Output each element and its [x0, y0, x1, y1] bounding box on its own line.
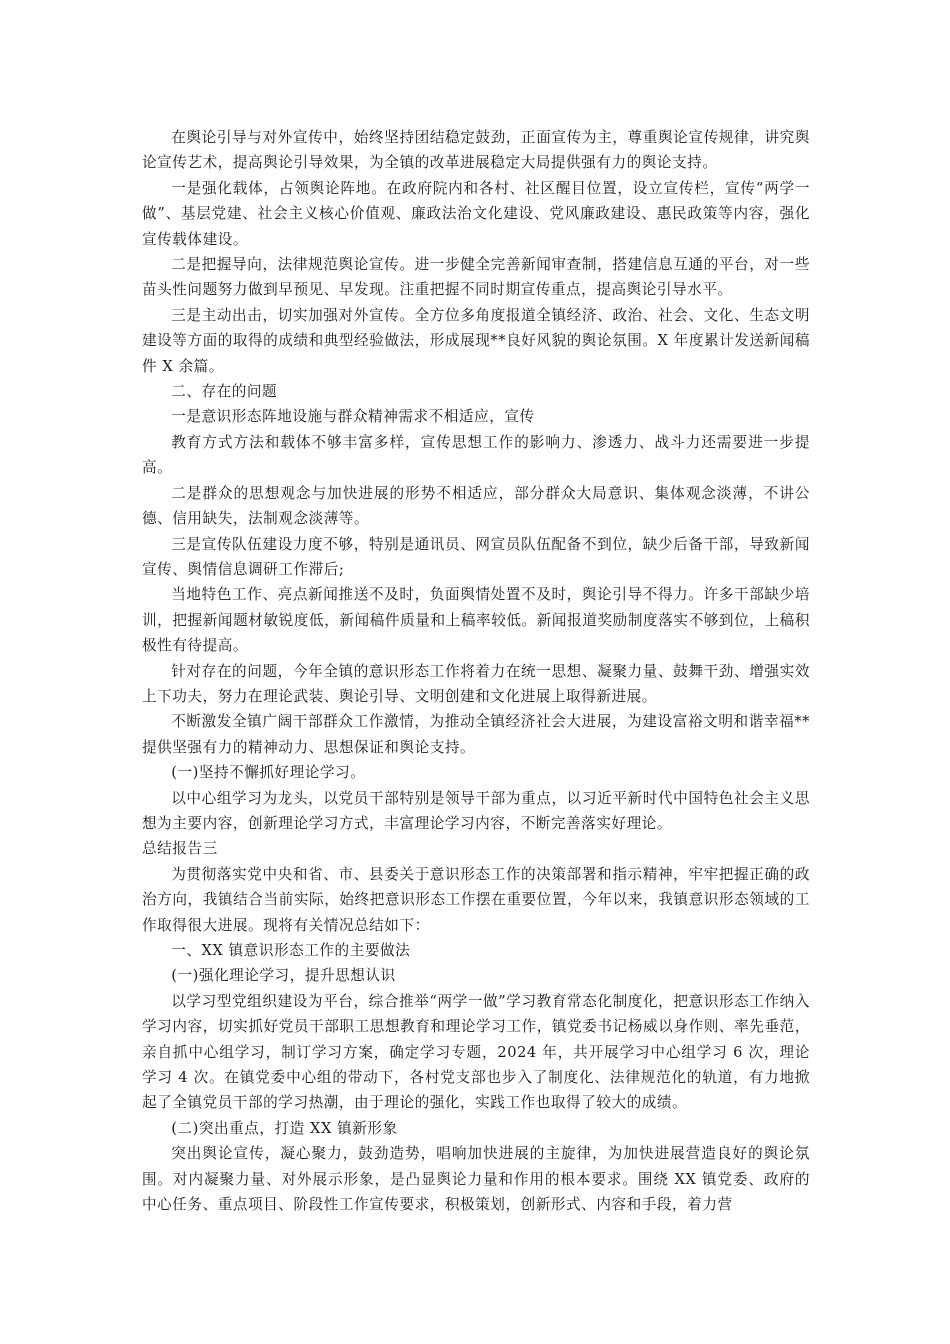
section-heading: 二、存在的问题 [171, 383, 278, 401]
paragraph: 教育方式方法和载体不够丰富多样，宣传思想工作的影响力、渗透力、战斗力还需要进一步提高。 [142, 433, 810, 477]
subsection-heading: (一)强化理论学习，提升思想认识 [171, 967, 396, 985]
paragraph: 二是群众的思想观念与加快进展的形势不相适应，部分群众大局意识、集体观念淡薄，不讲公德、信用缺失，法制观念淡薄等。 [142, 484, 810, 528]
paragraph: 三是宣传队伍建设力度不够，特别是通讯员、网宣员队伍配备不到位，缺少后备干部，导致新闻宣传、舆情信息调研工作滞后; [142, 535, 810, 578]
report-title: 总结报告三 [142, 840, 218, 858]
paragraph: 针对存在的问题，今年全镇的意识形态工作将着力在统一思想、凝聚力量、鼓舞干劲、增强实效上下功夫，努力在理论武装、舆论引导、文明创建和文化进展上取得新进展。 [142, 662, 810, 705]
paragraph: 三是主动出击，切实加强对外宣传。全方位多角度报道全镇经济、政治、社会、文化、生态文明建设等方面的取得的成绩和典型经验做法，形成展现**良好风貌的舆论氛围。X 年度累计发送新闻稿件 X 余篇。 [142, 306, 810, 375]
paragraph: 突出舆论宣传，凝心聚力，鼓劲造势，唱响加快进展的主旋律，为加快进展营造良好的舆论氛围。对内凝聚力量、对外展示形象，是凸显舆论力量和作用的根本要求。围绕 XX 镇党委、政府的中心任务、重点项目、阶段性工作宣传要求，积极策划，创新形式、内容和手段，着力营 [142, 1145, 810, 1214]
paragraph: 为贯彻落实党中央和省、市、县委关于意识形态工作的决策部署和指示精神，牢牢把握正确的政治方向，我镇结合当前实际，始终把意识形态工作摆在重要位置，今年以来，我镇意识形态领域的工作取得很大进展。现将有关情况总结如下： [142, 865, 810, 934]
subsection-heading: (一)坚持不懈抓好理论学习。 [171, 764, 366, 782]
document-body [142, 125, 810, 1217]
paragraph: 以学习型党组织建设为平台，综合推举“两学一做”学习教育常态化制度化，把意识形态工作纳入学习内容，切实抓好党员干部职工思想教育和理论学习工作，镇党委书记杨威以身作则、率先垂范，亲自抓中心组学习，制订学习方案，确定学习专题，2024 年，共开展学习中心组学习 6 次，理论学习 4 次。在镇党委中心组的带动下，各村党支部也步入了制度化、法律规范化的轨道，有力地掀起了全镇党员干部的学习热潮，由于理论的强化，实践工作也取得了较大的成绩。 [142, 992, 810, 1112]
subsection-heading: (二)突出重点，打造 XX 镇新形象 [171, 1119, 398, 1137]
paragraph: 当地特色工作、亮点新闻推送不及时，负面舆情处置不及时，舆论引导不得力。许多干部缺少培训，把握新闻题材敏锐度低，新闻稿件质量和上稿率较低。新闻报道奖励制度落实不够到位，上稿积极性有待提高。 [142, 586, 810, 655]
paragraph: 一是强化载体，占领舆论阵地。在政府院内和各村、社区醒目位置，设立宣传栏，宣传“两学一做”、基层党建、社会主义核心价值观、廉政法治文化建设、党风廉政建设、惠民政策等内容，强化宣传载体建设。 [142, 179, 810, 248]
paragraph: 在舆论引导与对外宣传中，始终坚持团结稳定鼓劲，正面宣传为主，尊重舆论宣传规律，讲究舆论宣传艺术，提高舆论引导效果，为全镇的改革进展稳定大局提供强有力的舆论支持。 [142, 129, 810, 172]
paragraph: 不断激发全镇广阔干部群众工作激情，为推动全镇经济社会大进展，为建设富裕文明和谐幸福**提供坚强有力的精神动力、思想保证和舆论支持。 [142, 713, 810, 756]
section-heading: 一、XX 镇意识形态工作的主要做法 [171, 942, 411, 959]
paragraph: 以中心组学习为龙头，以党员干部特别是领导干部为重点，以习近平新时代中国特色社会主义思想为主要内容，创新理论学习方式，丰富理论学习内容，不断完善落实好理论。 [142, 789, 810, 832]
paragraph: 一是意识形态阵地设施与群众精神需求不相适应，宣传 [171, 408, 535, 426]
paragraph: 二是把握导向，法律规范舆论宣传。进一步健全完善新闻审查制，搭建信息互通的平台，对一些苗头性问题努力做到早预见、早发现。注重把握不同时期宣传重点，提高舆论引导水平。 [142, 256, 810, 299]
